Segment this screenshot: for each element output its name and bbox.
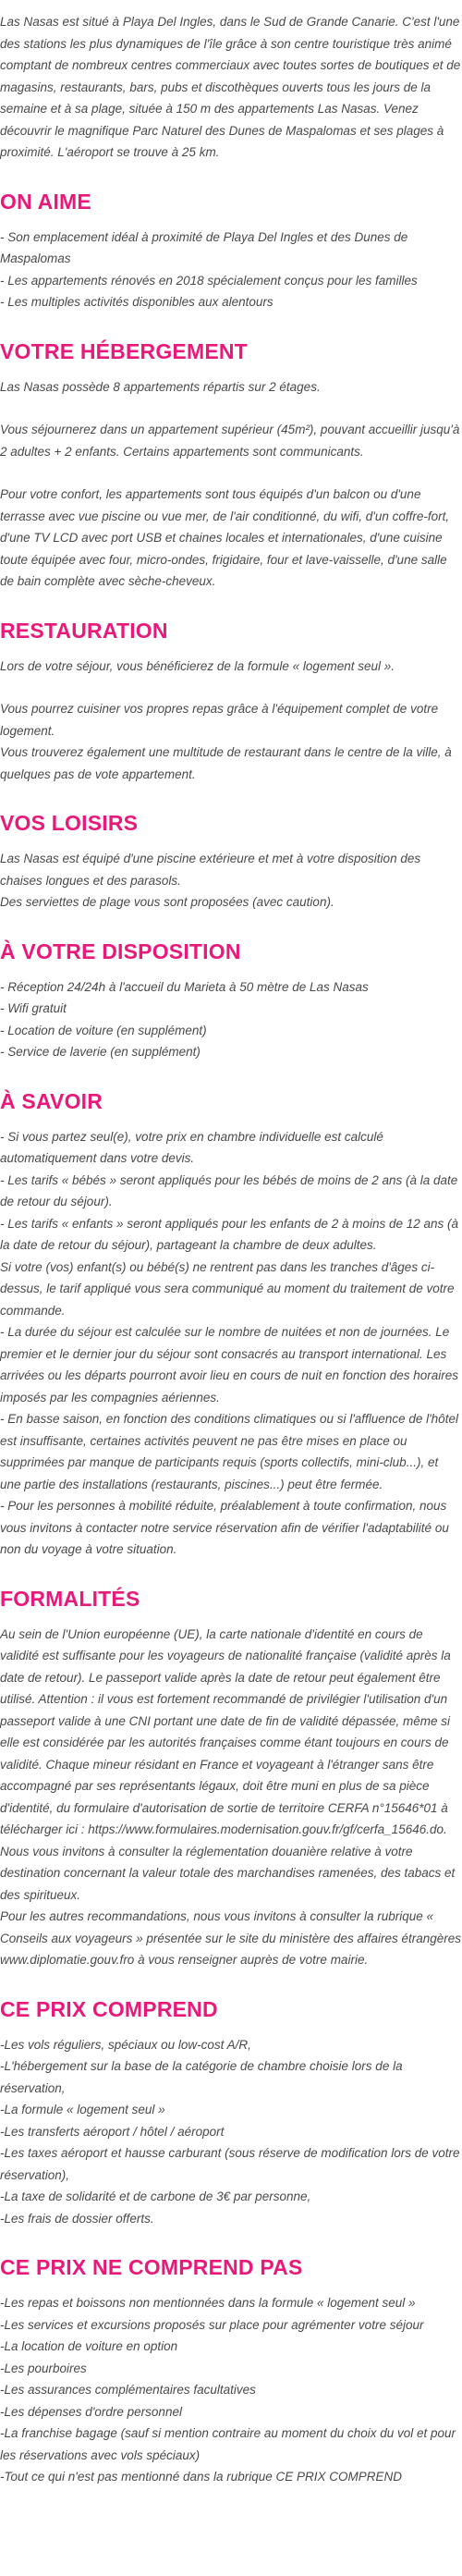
list-item: - Les appartements rénovés en 2018 spécialement conçus pour les familles: [0, 273, 418, 288]
loisirs-paragraph: Des serviettes de plage vous sont proposées (avec caution).: [0, 895, 334, 909]
disposition-list: [0, 976, 462, 1063]
list-item: -La franchise bagage (sauf si mention contraire au moment du choix du vol et pour les réservations avec vols spéciaux): [0, 2426, 456, 2462]
list-item: -Les vols réguliers, spéciaux ou low-cost A/R,: [0, 2037, 251, 2052]
list-item: - La durée du séjour est calculée sur le nombre de nuitées et non de journées. Le premier et le dernier jour du séjour sont consacrés au transport international. Les arrivées ou les départs pourront avoir lieu en cours de nuit en fonction des horaires imposés par les compagnies aériennes.: [0, 1325, 459, 1405]
hebergement-paragraph: Pour votre confort, les appartements sont tous équipés d'un balcon ou d'une terrasse avec vue piscine ou vue mer, de l'air conditionné, du wifi, d'un coffre-fort, d'une TV LCD avec port USB et chaines locales et internationales, d'une cuisine toute équipée avec four, micro-ondes, frigidaire, four et lave-vaisselle, d'une salle de bain complète avec sèche-cheveux.: [0, 487, 450, 588]
list-item: - En basse saison, en fonction des conditions climatiques ou si l'affluence de l'hôtel est insuffisante, certaines activités peuvent ne pas être mises en place ou supprimées par manque de participants requis (sports collectifs, mini-club...), et une partie des installations (restaurants, piscines...) peut être fermée.: [0, 1412, 458, 1491]
list-item: - Pour les personnes à mobilité réduite, préalablement à toute confirmation, nous vous invitons à contacter notre service réservation afin de vérifier l'adaptabilité ou non du voyage à votre situation.: [0, 1499, 449, 1556]
list-item: -La formule « logement seul »: [0, 2103, 165, 2116]
list-item: - Les multiples activités disponibles aux alentours: [0, 295, 274, 309]
list-item: - Location de voiture (en supplément): [0, 1023, 207, 1037]
ne-comprend-list: [0, 2292, 462, 2488]
hebergement-paragraph: Vous séjournerez dans un appartement supérieur (45m²), pouvant accueillir jusqu'à 2 adultes + 2 enfants. Certains appartements sont communicants.: [0, 423, 460, 459]
restauration-paragraph: Vous trouverez également une multitude de restaurant dans le centre de la ville, à quelques pas de vote appartement.: [0, 745, 452, 781]
hebergement-paragraph: Las Nasas possède 8 appartements répartis sur 2 étages.: [0, 379, 321, 394]
list-item: Si votre (vos) enfant(s) ou bébé(s) ne rentrent pas dans les tranches d'âges ci-dessus, le tarif appliqué vous sera communiqué au moment du traitement de votre commande.: [0, 1259, 455, 1318]
list-item: -Les services et excursions proposés sur place pour agrémenter votre séjour: [0, 2317, 424, 2332]
section-title-formalites: FORMALITÉS: [0, 1586, 140, 1611]
list-item: - Les tarifs « enfants » seront appliqués pour les enfants de 2 à moins de 12 ans (à la date de retour du séjour), partageant la chambre de deux adultes.: [0, 1216, 459, 1252]
list-item: -L'hébergement sur la base de la catégorie de chambre choisie lors de la réservation,: [0, 2059, 403, 2095]
list-item: -Les taxes aéroport et hausse carburant (sous réserve de modification lors de votre réservation),: [0, 2146, 460, 2182]
restauration-paragraph: Vous pourrez cuisiner vos propres repas grâce à l'équipement complet de votre logement.: [0, 702, 439, 738]
section-title-ne-comprend: CE PRIX NE COMPREND PAS: [0, 2255, 303, 2279]
section-title-disposition: À VOTRE DISPOSITION: [0, 938, 241, 963]
section-title-restauration: RESTAURATION: [0, 618, 168, 643]
intro-paragraph: Las Nasas est situé à Playa Del Ingles, dans le Sud de Grande Canarie. C'est l'une des stations les plus dynamiques de l'île grâce à son centre touristique très animé comptant de nombreux centres commerciaux avec toutes sortes de boutiques et de magasins, restaurants, bars, pubs et discothèques ouverts tous les jours de la semaine et à sa plage, située à 150 m des appartements Las Nasas. Venez découvrir le magnifique Parc Naturel des Dunes de Maspalomas et ses plages à proximité. L'aéroport se trouve à 25 km.: [0, 15, 461, 159]
list-item: - Son emplacement idéal à proximité de Playa Del Ingles et des Dunes de Maspalomas: [0, 229, 408, 265]
section-title-loisirs: VOS LOISIRS: [0, 811, 139, 835]
list-item: -Les repas et boissons non mentionnées dans la formule « logement seul »: [0, 2296, 416, 2310]
formalites-paragraph: Au sein de l'Union européenne (UE), la carte nationale d'identité en cours de validité est suffisante pour les voyageurs de nationalité française (validité après la date de retour). Le passeport valide après la date de retour peut également être utilisé. Attention : il vous est fortement recommandé de privilégier l'utilisation d'un passeport valide à une CNI portant une date de fin de validité dépassée, même si elle est considérée par les autorités françaises comme étant toujours en cours de validité. Chaque mineur résidant en France et voyageant à l'étranger sans être accompagné par ses représentants légaux, doit être muni en plus de sa pièce d'identité, du formulaire d'autorisation de sortie de territoire CERFA n°15646*01 à télécharger ici : https://www.formulaires.modernisation.gouv.fr/gf/cerfa_15646.do.: [0, 1626, 451, 1836]
loisirs-paragraph: Las Nasas est équipé d'une piscine extérieure et met à votre disposition des chaises longues et des parasols.: [0, 852, 421, 888]
formalites-paragraph: Pour les autres recommandations, nous vous invitons à consulter la rubrique « Conseils aux voyageurs » présentée sur le site du ministère des affaires étrangères www.diplomatie.gouv.fro à vous renseigner auprès de votre mairie.: [0, 1909, 462, 1967]
list-item: -Tout ce qui n'est pas mentionné dans la rubrique CE PRIX COMPREND: [0, 2470, 403, 2484]
list-item: -La taxe de solidarité et de carbone de 3€ par personne,: [0, 2190, 311, 2203]
section-title-comprend: CE PRIX COMPREND: [0, 1996, 218, 2021]
list-item: - Wifi gratuit: [0, 1001, 67, 1015]
section-title-hebergement: VOTRE HÉBERGEMENT: [0, 338, 248, 363]
formalites-paragraph: Nous vous invitons à consulter la réglementation douanière relative à votre destination concernant la valeur totale des marchandises ramenées, des tabacs et des spiritueux.: [0, 1844, 456, 1902]
list-item: -Les frais de dossier offerts.: [0, 2211, 154, 2226]
on-aime-list: [0, 227, 462, 313]
list-item: -Les transferts aéroport / hôtel / aéroport: [0, 2124, 225, 2139]
list-item: - Les tarifs « bébés » seront appliqués pour les bébés de moins de 2 ans (à la date de retour du séjour).: [0, 1172, 458, 1208]
list-item: -Les dépenses d'ordre personnel: [0, 2404, 182, 2419]
list-item: -La location de voiture en option: [0, 2339, 178, 2353]
list-item: -Les assurances complémentaires facultatives: [0, 2383, 256, 2397]
list-item: -Les pourboires: [0, 2361, 87, 2375]
section-title-savoir: À SAVOIR: [0, 1088, 103, 1113]
comprend-list: [0, 2034, 462, 2230]
section-title-on-aime: ON AIME: [0, 189, 91, 214]
savoir-list: [0, 1126, 462, 1561]
page-content: [0, 11, 462, 2488]
restauration-paragraph: Lors de votre séjour, vous bénéficierez de la formule « logement seul ».: [0, 658, 395, 673]
list-item: - Si vous partez seul(e), votre prix en chambre individuelle est calculé automatiquement dans votre devis.: [0, 1129, 383, 1165]
list-item: - Réception 24/24h à l'accueil du Marieta à 50 mètre de Las Nasas: [0, 979, 369, 994]
list-item: - Service de laverie (en supplément): [0, 1045, 201, 1059]
